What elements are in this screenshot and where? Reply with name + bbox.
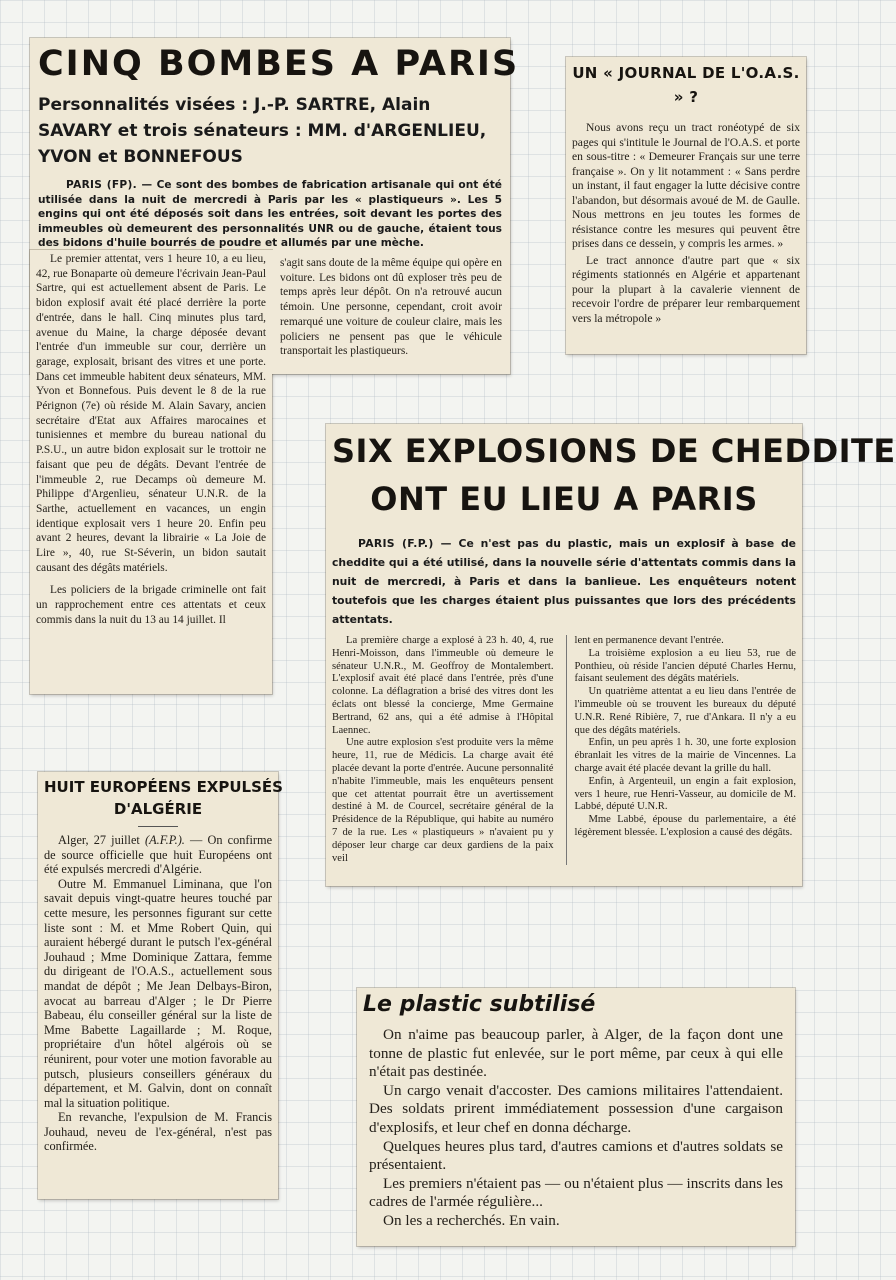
headline-line1: HUIT EUROPÉENS EXPULSÉS — [44, 778, 283, 796]
article-paragraph: Le tract annonce d'autre part que « six régiments stationnés en Algérie et appartenant pour la plupart à la cavalerie viennent de recevoir l'ordre de préparer leur rembarquement vers la métropole » — [572, 253, 800, 325]
article-paragraph: Nous avons reçu un tract ronéotypé de six pages qui s'intitule le Journal de l'O.A.S. et porte en sous-titre : « Demeurer Français sur une terre française ». On y lit notamment : « Sans perdre un instant, il faut engager la lutte décisive contre l'abandon, but désormais avoué de M. de Gaulle. Nous mettrons en jeu toutes les formes de résistance contre les mesures qui peuvent être prises dans ce dessein, y compris les armes. » — [572, 121, 800, 250]
article-body — [44, 833, 272, 1154]
article-body — [572, 121, 800, 326]
headline-line2: D'ALGÉRIE — [113, 800, 203, 818]
article-column — [332, 635, 554, 865]
clipping-cinq-bombes-col1 — [30, 250, 272, 694]
article-column — [36, 252, 266, 628]
article-paragraph: On les a recherchés. En vain. — [383, 1211, 560, 1229]
article-paragraph: Un cargo venait d'accoster. Des camions militaires l'attendaient. Des soldats prirent immédiatement possession d'une cargaison d'explosifs, et leur chef en donna décharge. — [369, 1081, 783, 1136]
clipping-huit-europeens — [38, 772, 283, 1199]
article-paragraph: Enfin, un peu après 1 h. 30, une forte explosion ébranlait les vitres de la mairie de Vincennes. La charge avait été placée devant la grille du hall. — [574, 737, 796, 774]
article-paragraph: La troisième explosion a eu lieu 53, rue de Ponthieu, où réside l'ancien député Charles Hernu, faisant seulement des dégâts matériels. — [574, 647, 796, 685]
article-paragraph: Les premiers n'étaient pas — ou n'étaient plus — inscrits dans les cadres de l'armée régulière... — [369, 1174, 783, 1211]
headline-line2: ONT EU LIEU A PARIS — [370, 480, 758, 518]
clipping-six-explosions — [326, 424, 896, 886]
article-body — [369, 1026, 783, 1231]
article-paragraph: Enfin, à Argenteuil, un engin a fait explosion, vers 1 heure, rue Henri-Vasseur, au domicile de M. Labbé, député U.N.R. — [574, 775, 796, 813]
lead-paragraph — [38, 178, 502, 251]
article-column — [566, 635, 797, 865]
article-paragraph: Le premier attentat, vers 1 heure 10, a eu lieu, 42, rue Bonaparte où demeure l'écrivain Jean-Paul Sartre, qui est actuellement absent de Paris. Le bidon explosif avait été placé derrière la porte d'entrée, dans le hall. Cinq minutes plus tard, avenue du Maine, la charge déposée devant l'entrée d'un immeuble sur cour, derrière un garage, explosait, brisant des vitres et une porte. Dans cet immeuble habitent deux sénateurs, MM. Yvon et Bonnefous. Puis devent le 8 de la rue Pérignon (7e) où réside M. Alain Savary, ancien secrétaire d'Etat aux Affaires marocaines et tunisiennes et membre du bureau national du P.S.U., un autre bidon explosait sur le trottoir ne faisant que peu de dégâts. Devant l'entrée de l'immeuble 2, rue Decamps où demeure M. Philippe d'Argenlieu, sénateur U.N.R. de la Sarthe, actuellement en vacances, un engin identique explosait vers 1 heure 20. Enfin peu avant 2 heures, devant la librairie « La Joie de Lire », 40, rue St-Séverin, un bidon sautait causant des dégâts matériels. — [36, 253, 266, 574]
article-paragraph: lent en permanence devant l'entrée. — [574, 635, 724, 646]
lead-text: Ce n'est pas du plastic, mais un explosif à base de cheddite qui a été utilisé, dans la nouvelle série d'attentats commis dans la nuit de mercredi, à Paris et dans la banlieue. Les enquêteurs notent toutefois que les charges étaient plus puissantes que lors des précédents attentats. — [332, 537, 796, 626]
clipping-cinq-bombes-col2 — [272, 250, 510, 374]
headline: Le plastic subtilisé — [363, 992, 596, 1017]
headline-line1: SIX EXPLOSIONS DE CHEDDITE — [332, 432, 896, 470]
article-paragraph: Outre M. Emmanuel Liminana, que l'on savait depuis vingt-quatre heures touché par cette mesure, les personnes figurant sur cette liste sont : M. et Mme Robert Quin, qui auraient hébergé durant le putsch l'ex-général Jouhaud ; Mme Dominique Zattara, femme du dirigeant de l'O.A.S., actuellement sous mandat de dépôt ; Me Jean Delbays-Biron, avocat au barreau d'Alger ; le Dr Pierre Babeau, élu conseiller général sur la liste de Mme Babette Lagaillarde ; M. Roque, propriétaire d'un hôtel algérois où se réunirent, pour voter une motion favorable au putsch, plusieurs conseillers généraux du département, et M. Galvin, dont on connaît mal la situation politique. — [44, 876, 272, 1110]
headline: CINQ BOMBES A PARIS — [38, 44, 520, 84]
article-paragraph: Les policiers de la brigade criminelle ont fait un rapprochement entre ces attentats et ceux commis dans la nuit du 13 au 14 juillet. Il — [36, 584, 266, 626]
clipping-plastic-subtilise — [357, 988, 795, 1246]
article-paragraph: En revanche, l'expulsion de M. Francis Jouhaud, neveu de l'ex-général, n'est pas confirmée. — [44, 1110, 272, 1154]
dateline-place: Alger, 27 juillet — [58, 833, 140, 847]
article-paragraph: La première charge a explosé à 23 h. 40, 4, rue Henri-Moisson, dans l'immeuble où demeure le sénateur U.N.R., M. Geoffroy de Montalembert. L'explosif avait été placé dans l'entrée, près d'une colonne. La déflagration a brisé des vitres dont les éclats ont blessé la concierge, Mme Germaine Bertrand, 62 ans, qui a été admise à l'Hôpital Laennec. — [332, 635, 554, 736]
lead-source: PARIS (FP). — — [66, 179, 153, 191]
lead-source: PARIS (F.P.) — — [358, 537, 452, 550]
headline-divider — [138, 826, 178, 827]
article-paragraph: Quelques heures plus tard, d'autres camions et d'autres soldats se présentaient. — [369, 1137, 783, 1174]
article-paragraph: Une autre explosion s'est produite vers la même heure, 11, rue de Médicis. La charge avait été placée devant la porte d'entrée. Aucune personnalité n'habite l'immeuble, mais les enquêteurs pensent que cet attentat pourrait être un avertissement destiné à M. de Courcel, secrétaire général de la Présidence de la République, qui habite au numéro 7 de la rue. Les « plastiqueurs » n'avaient pu y déposer leur charge car deux gardiens de la paix veil — [332, 737, 554, 864]
article-columns — [332, 635, 796, 865]
subhead: Personnalités visées : J.-P. SARTRE, Alain SAVARY et trois sénateurs : MM. d'ARGENLIEU, YVON et BONNEFOUS — [38, 95, 487, 167]
article-paragraph — [44, 833, 272, 877]
article-paragraph: s'agit sans doute de la même équipe qui opère en voiture. Les bidons ont dû exploser très peu de temps après leur dépôt. On n'a retrouvé aucun témoin. Une personne, cependant, croit avoir remarqué une voiture de couleur claire, mais les policiers ne pensent pas que le véhicule transportait les plastiqueurs. — [280, 257, 502, 358]
article-column — [280, 256, 502, 359]
dateline-agency: (A.F.P.). — [145, 833, 185, 847]
article-paragraph: On n'aime pas beaucoup parler, à Alger, de la façon dont une tonne de plastic fut enlevée, sur le port même, par ceux à qui elle n'était pas destinée. — [369, 1026, 783, 1081]
headline: UN « JOURNAL DE L'O.A.S. » ? — [572, 64, 800, 106]
lead-paragraph — [332, 534, 796, 629]
article-paragraph: Mme Labbé, épouse du parlementaire, a été légèrement blessée. L'explosion a causé des dégâts. — [574, 814, 796, 838]
clipping-journal-oas — [566, 57, 806, 354]
article-paragraph: Un quatrième attentat a eu lieu dans l'entrée de l'immeuble où se trouvent les bureaux du député U.N.R. René Ribière, 7, rue d'Ankara. Il n'y a eu que des dégâts matériels. — [574, 686, 796, 736]
article-paragraph-text: — On confirme de source officielle que huit Européens ont été expulsés mercredi d'Algérie. — [44, 833, 273, 877]
lead-text: Ce sont des bombes de fabrication artisanale qui ont été utilisée dans la nuit de mercredi à Paris par les « plastiqueurs ». Les 5 engins qui ont été déposés soit dans les entrées, soit devant les portes des immeubles où demeurent des personnalités UNR ou de gauche, étaient tous des bidons d'huile bourrés de poudre et allumés par une mèche. — [38, 179, 502, 249]
